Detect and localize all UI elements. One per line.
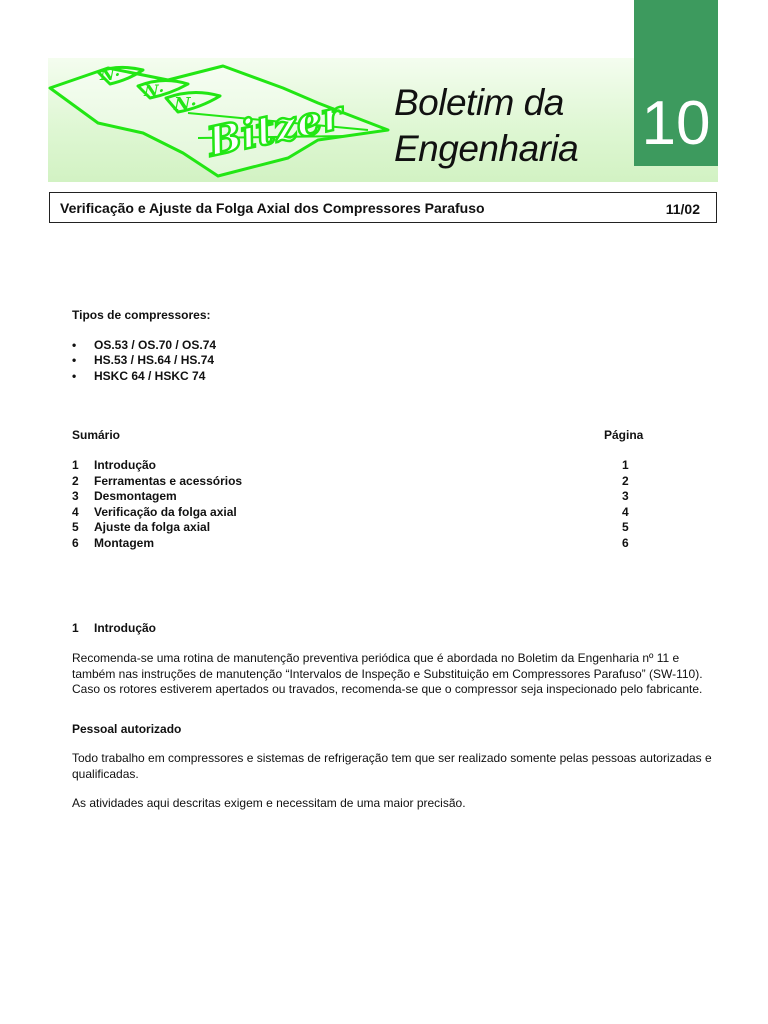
toc-row: 1 Introdução 1 bbox=[72, 458, 629, 472]
intro-paragraph-2: Caso os rotores estiverem apertados ou travados, recomenda-se que o compressor seja inspecionado pelo fabricante. bbox=[72, 682, 703, 696]
table-of-contents bbox=[72, 458, 712, 551]
types-item: • OS.53 / OS.70 / OS.74 bbox=[72, 337, 217, 352]
svg-text:N·: N· bbox=[174, 94, 197, 115]
types-heading: Tipos de compressores: bbox=[72, 308, 211, 322]
bulletin-title bbox=[394, 80, 634, 172]
personnel-heading: Pessoal autorizado bbox=[72, 721, 182, 736]
subject-title: Verificação e Ajuste da Folga Axial dos Compressores Parafuso bbox=[60, 200, 485, 216]
summary-header bbox=[72, 428, 712, 444]
personnel-paragraph-1: Todo trabalho em compressores e sistemas de refrigeração tem que ser realizado somente pelas pessoas autorizadas e qualificadas. bbox=[72, 751, 712, 781]
svg-text:N·: N· bbox=[144, 81, 165, 100]
personnel-paragraph-2: As atividades aqui descritas exigem e necessitam de uma maior precisão. bbox=[72, 796, 466, 810]
page-column-heading: Página bbox=[604, 428, 644, 442]
bitzer-logo bbox=[48, 58, 393, 182]
types-item: • HSKC 64 / HSKC 74 bbox=[72, 368, 206, 383]
svg-text:Bitzer: Bitzer bbox=[203, 91, 347, 166]
bulletin-number: 10 bbox=[641, 89, 711, 158]
toc-row: 5 Ajuste da folga axial 5 bbox=[72, 520, 629, 534]
types-list bbox=[72, 338, 712, 385]
intro-paragraph-1: Recomenda-se uma rotina de manutenção preventiva periódica que é abordada no Boletim da Engenharia nº 11 e também nas instruções de manutenção “Intervalos de Inspeção e Substituição em Compressores Parafuso” (SW-110). bbox=[72, 651, 703, 681]
intro-heading: 1 Introdução bbox=[72, 621, 156, 635]
title-line-2: Engenharia bbox=[394, 128, 579, 169]
summary-heading: Sumário bbox=[72, 428, 121, 442]
toc-row: 4 Verificação da folga axial 4 bbox=[72, 504, 629, 519]
toc-row: 3 Desmontagem 3 bbox=[72, 489, 629, 503]
document-body bbox=[72, 308, 712, 812]
toc-row: 2 Ferramentas e acessórios 2 bbox=[72, 473, 629, 488]
subject-date: 11/02 bbox=[665, 201, 700, 217]
title-line-1: Boletim da bbox=[394, 82, 564, 123]
summary-section bbox=[72, 428, 712, 551]
subject-box bbox=[49, 192, 717, 223]
toc-row: 6 Montagem 6 bbox=[72, 535, 629, 550]
svg-text:N·: N· bbox=[100, 65, 121, 84]
types-item: • HS.53 / HS.64 / HS.74 bbox=[72, 353, 215, 367]
